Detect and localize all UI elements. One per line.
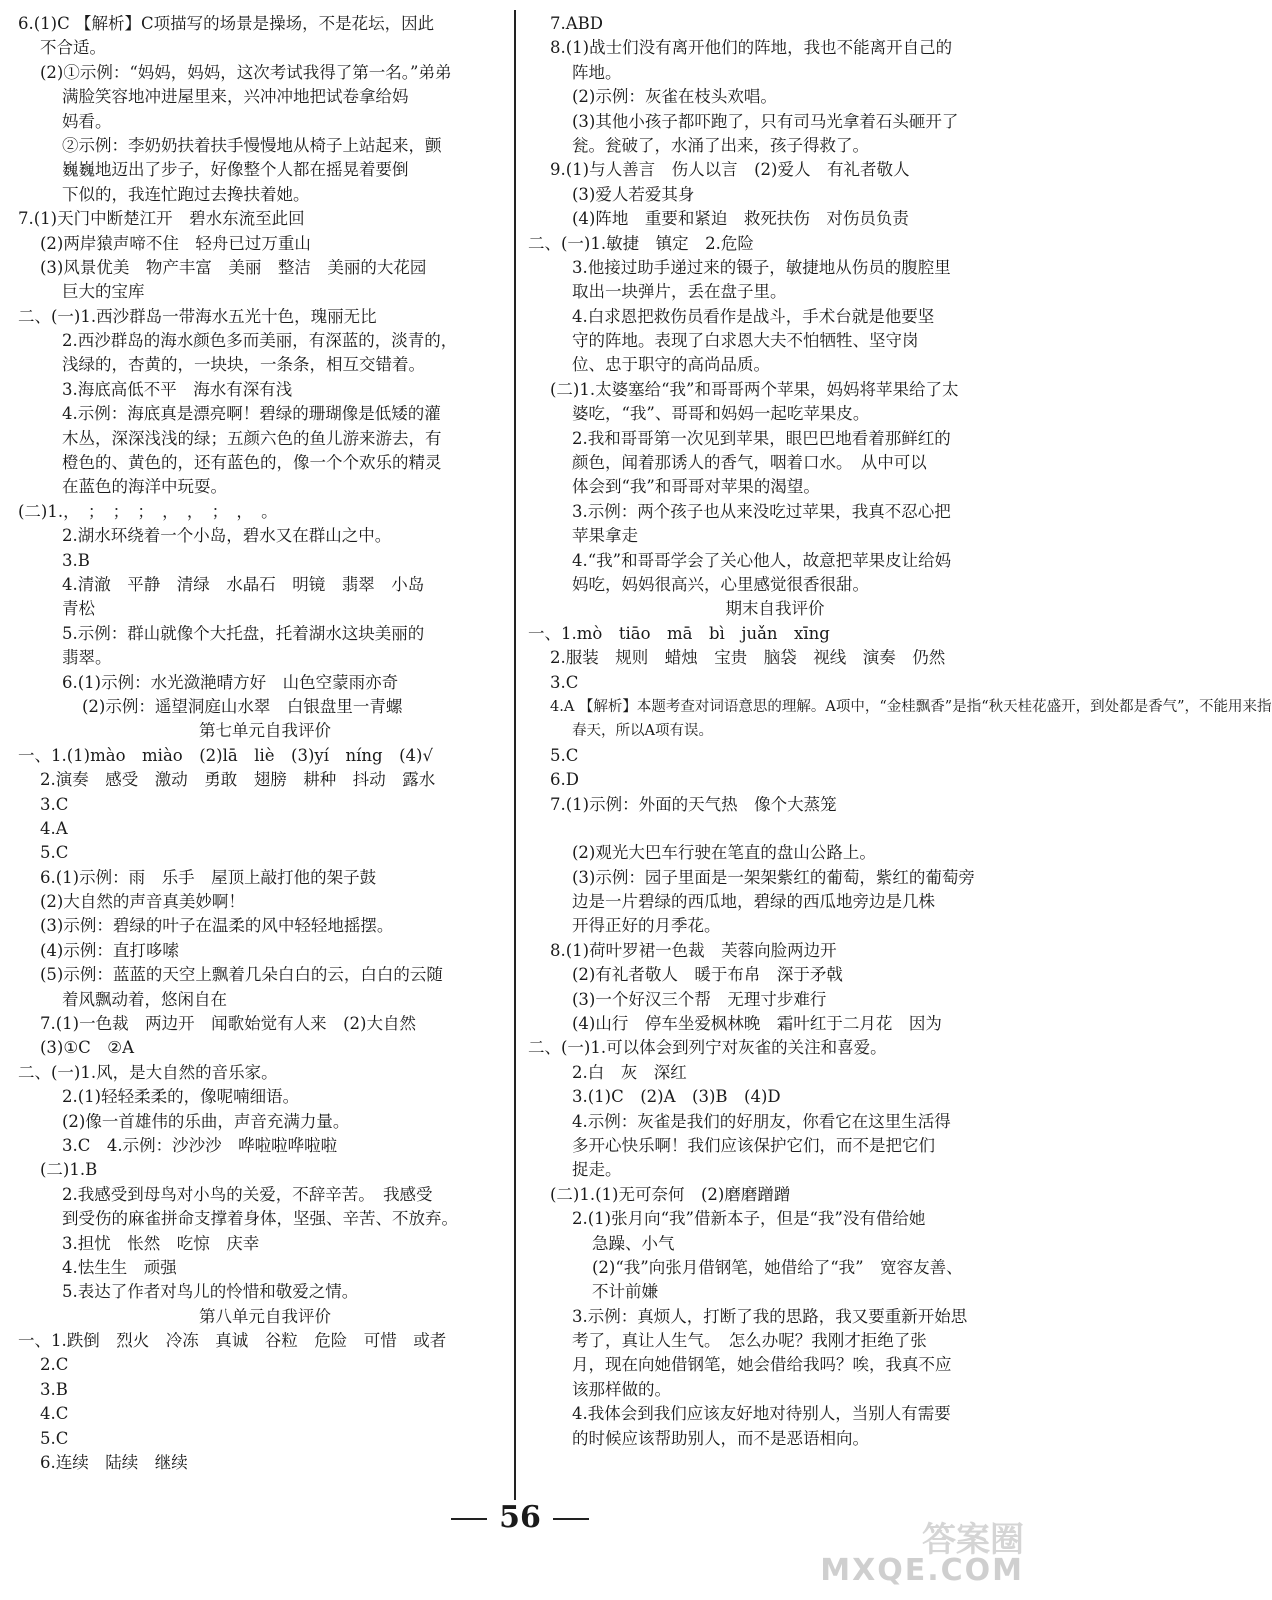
answer-line: 不计前嫌 bbox=[592, 1282, 658, 1302]
answer-line: 守的阵地。表现了白求恩大夫不怕牺牲、坚守岗 bbox=[572, 331, 919, 351]
answer-line: (2)有礼者敬人 暖于布帛 深于矛戟 bbox=[572, 965, 843, 985]
answer-line: 浅绿的，杏黄的，一块块，一条条，相互交错着。 bbox=[62, 355, 425, 375]
answer-line: 4.示例：海底真是漂亮啊！碧绿的珊瑚像是低矮的灌 bbox=[62, 404, 441, 424]
answer-line: (5)示例：蓝蓝的天空上飘着几朵白白的云，白白的云随 bbox=[40, 965, 443, 985]
answer-line: 6.(1)示例：雨 乐手 屋顶上敲打他的架子鼓 bbox=[40, 867, 377, 887]
right-column bbox=[528, 12, 1272, 1451]
answer-line: 4.“我”和哥哥学会了关心他人，故意把苹果皮让给妈 bbox=[572, 550, 952, 570]
answer-line: 7.(1)示例：外面的天气热 像个大蒸笼 bbox=[550, 794, 837, 814]
answer-line: 2.我和哥哥第一次见到苹果，眼巴巴地看着那鲜红的 bbox=[572, 428, 951, 448]
answer-line: 2.我感受到母鸟对小鸟的关爱，不辞辛苦。 我感受 bbox=[62, 1184, 433, 1204]
answer-line: 在蓝色的海洋中玩耍。 bbox=[62, 477, 227, 497]
answer-line: 一、1.mò tiāo mā bì juǎn xīng bbox=[528, 623, 830, 643]
answer-line: 开得正好的月季花。 bbox=[572, 916, 721, 936]
answer-line: 3.B bbox=[40, 1379, 68, 1399]
answer-line: 青松 bbox=[62, 599, 95, 619]
answer-line: (3)示例：碧绿的叶子在温柔的风中轻轻地摇摆。 bbox=[40, 916, 394, 936]
answer-line: 取出一块弹片，丢在盘子里。 bbox=[572, 282, 787, 302]
answer-line: 5.C bbox=[550, 745, 579, 765]
answer-line: 下似的，我连忙跑过去搀扶着她。 bbox=[62, 184, 310, 204]
page-number-value: 56 bbox=[499, 1500, 541, 1535]
answer-line: 8.(1)战士们没有离开他们的阵地，我也不能离开自己的 bbox=[550, 38, 953, 58]
answer-line: 5.C bbox=[40, 843, 69, 863]
answer-line: 4.C bbox=[40, 1404, 69, 1424]
answer-line: 3.他接过助手递过来的镊子，敏捷地从伤员的腹腔里 bbox=[572, 257, 951, 277]
answer-line: 苹果拿走 bbox=[572, 526, 638, 546]
answer-line: ②示例：李奶奶扶着扶手慢慢地从椅子上站起来，颤 bbox=[62, 135, 442, 155]
answer-line: 6.(1)示例：水光潋滟晴方好 山色空蒙雨亦奇 bbox=[62, 672, 399, 692]
answer-line: 翡翠。 bbox=[62, 648, 112, 668]
answer-line: (二)1.B bbox=[40, 1160, 98, 1180]
answer-line: 4.A bbox=[40, 818, 68, 838]
answer-line: (2)①示例：“妈妈，妈妈，这次考试我得了第一名。”弟弟 bbox=[40, 62, 452, 82]
answer-line: 该那样做的。 bbox=[572, 1379, 671, 1399]
answer-line: 6.(1)C 【解析】C项描写的场景是操场，不是花坛，因此 bbox=[18, 14, 435, 33]
answer-line: (3)其他小孩子都吓跑了，只有司马光拿着石头砸开了 bbox=[572, 111, 959, 131]
answer-line: 的时候应该帮助别人，而不是恶语相向。 bbox=[572, 1428, 869, 1448]
answer-line: 4.白求恩把救伤员看作是战斗，手术台就是他要坚 bbox=[572, 306, 935, 326]
answer-line: 到受伤的麻雀拼命支撑着身体，坚强、辛苦、不放弃。 bbox=[62, 1209, 458, 1229]
answer-line: (2)“我”向张月借钢笔，她借给了“我” 宽容友善、 bbox=[592, 1257, 963, 1277]
answer-line: (2)示例：遥望洞庭山水翠 白银盘里一青螺 bbox=[82, 696, 403, 716]
answer-line: 二、(一)1.西沙群岛一带海水五光十色，瑰丽无比 bbox=[18, 306, 377, 326]
answer-line: 5.表达了作者对鸟儿的怜惜和敬爱之情。 bbox=[62, 1282, 359, 1302]
answer-line: (3)一个好汉三个帮 无理寸步难行 bbox=[572, 989, 827, 1009]
answer-line: 月，现在向她借钢笔，她会借给我吗？唉，我真不应 bbox=[572, 1355, 952, 1375]
answer-line: 9.(1)与人善言 伤人以言 (2)爱人 有礼者敬人 bbox=[550, 160, 910, 180]
answer-line: (2)两岸猿声啼不住 轻舟已过万重山 bbox=[40, 233, 311, 253]
answer-line: 巨大的宝库 bbox=[62, 282, 145, 302]
answer-line: 2.西沙群岛的海水颜色多而美丽，有深蓝的，淡青的， bbox=[62, 331, 458, 351]
answer-line: 颜色，闻着那诱人的香气，咽着口水。 从中可以 bbox=[572, 453, 927, 473]
answer-line: 4.怯生生 顽强 bbox=[62, 1257, 177, 1277]
answer-line: 妈吃，妈妈很高兴，心里感觉很香很甜。 bbox=[572, 574, 869, 594]
answer-line: 多开心快乐啊！我们应该保护它们，而不是把它们 bbox=[572, 1135, 935, 1155]
answer-line: 木丛，深深浅浅的绿；五颜六色的鱼儿游来游去，有 bbox=[62, 428, 442, 448]
answer-line: 2.C bbox=[40, 1355, 69, 1375]
answer-line: 4.A 【解析】本题考查对词语意思的理解。A项中，“金桂飘香”是指“秋天桂花盛开，到处都是香气”，不能用来指 bbox=[550, 698, 1272, 715]
answer-line: 3.海底高低不平 海水有深有浅 bbox=[62, 379, 293, 399]
watermark-logo bbox=[820, 1512, 1030, 1592]
answer-line: 3.示例：两个孩子也从来没吃过苹果，我真不忍心把 bbox=[572, 501, 951, 521]
answer-line: (二)1.太婆塞给“我”和哥哥两个苹果，妈妈将苹果给了太 bbox=[550, 379, 959, 399]
answer-line: (3)①C ②A bbox=[40, 1038, 134, 1058]
answer-line: (二)1.(1)无可奈何 (2)磨磨蹭蹭 bbox=[550, 1184, 791, 1204]
section-title: 期末自我评价 bbox=[725, 599, 825, 619]
answer-line: 急躁、小气 bbox=[592, 1233, 675, 1253]
answer-line: (4)示例：直打哆嗦 bbox=[40, 940, 179, 960]
answer-line: (2)示例：灰雀在枝头欢唱。 bbox=[572, 87, 777, 107]
watermark-logo-text: 答案圈 bbox=[922, 1520, 1024, 1560]
answer-line: 4.我体会到我们应该友好地对待别人，当别人有需要 bbox=[572, 1404, 951, 1424]
answer-line: 考了，真让人生气。 怎么办呢？我刚才拒绝了张 bbox=[572, 1331, 927, 1351]
answer-line: 着风飘动着，悠闲自在 bbox=[62, 989, 227, 1009]
answer-line: 巍巍地迈出了步子，好像整个人都在摇晃着要倒 bbox=[62, 160, 409, 180]
answer-line: (3)风景优美 物产丰富 美丽 整洁 美丽的大花园 bbox=[40, 257, 427, 277]
answer-line: 不合适。 bbox=[40, 38, 106, 58]
left-column bbox=[18, 12, 512, 1475]
answer-line: 春天，所以A项有误。 bbox=[572, 723, 713, 740]
answer-line: 边是一片碧绿的西瓜地，碧绿的西瓜地旁边是几株 bbox=[572, 892, 935, 912]
answer-line: 3.示例：真烦人，打断了我的思路，我又要重新开始思 bbox=[572, 1306, 968, 1326]
answer-line: (3)爱人若爱其身 bbox=[572, 184, 695, 204]
answer-line: 阵地。 bbox=[572, 62, 622, 82]
answer-line: 满脸笑容地冲进屋里来，兴冲冲地把试卷拿给妈 bbox=[62, 87, 409, 107]
answer-line: 3.B bbox=[62, 550, 90, 570]
answer-line bbox=[528, 817, 1022, 841]
answer-line: 2.(1)张月向“我”借新本子，但是“我”没有借给她 bbox=[572, 1209, 926, 1229]
answer-line: 3.C bbox=[40, 794, 69, 814]
answer-line: 二、(一)1.风，是大自然的音乐家。 bbox=[18, 1062, 278, 1082]
answer-line: (二)1.， ； ； ； ， ， ； ， 。 bbox=[18, 501, 278, 521]
answer-line: (2)大自然的声音真美妙啊！ bbox=[40, 892, 245, 912]
answer-line: (4)阵地 重要和紧迫 救死扶伤 对伤员负责 bbox=[572, 209, 909, 229]
answer-line: (2)观光大巴车行驶在笔直的盘山公路上。 bbox=[572, 843, 876, 863]
section-title: 第八单元自我评价 bbox=[199, 1306, 331, 1326]
column-divider bbox=[514, 10, 516, 1500]
answer-line: 婆吃，“我”、哥哥和妈妈一起吃苹果皮。 bbox=[572, 404, 870, 424]
answer-line: 8.(1)荷叶罗裙一色裁 芙蓉向脸两边开 bbox=[550, 940, 837, 960]
answer-line: 2.服装 规则 蜡烛 宝贵 脑袋 视线 演奏 仍然 bbox=[550, 648, 946, 668]
answer-line: 瓮。瓮破了，水涌了出来，孩子得救了。 bbox=[572, 135, 869, 155]
answer-line: 妈看。 bbox=[62, 111, 112, 131]
answer-line: 3.担忧 怅然 吃惊 庆幸 bbox=[62, 1233, 260, 1253]
answer-line: 3.(1)C (2)A (3)B (4)D bbox=[572, 1087, 781, 1107]
answer-line: 捉走。 bbox=[572, 1160, 622, 1180]
answer-line: 3.C bbox=[550, 672, 579, 692]
answer-line: 二、(一)1.可以体会到列宁对灰雀的关注和喜爱。 bbox=[528, 1038, 887, 1058]
answer-line: 2.(1)轻轻柔柔的，像呢喃细语。 bbox=[62, 1087, 300, 1107]
answer-line: 2.湖水环绕着一个小岛，碧水又在群山之中。 bbox=[62, 526, 392, 546]
answer-line: 3.C 4.示例：沙沙沙 哗啦啦哗啦啦 bbox=[62, 1135, 338, 1155]
answer-line: 7.(1)一色裁 两边开 闻歌始觉有人来 (2)大自然 bbox=[40, 1014, 416, 1034]
answer-line: 二、(一)1.敏捷 镇定 2.危险 bbox=[528, 233, 754, 253]
answer-line: 5.C bbox=[40, 1428, 69, 1448]
watermark-site-text: MXQE.COM bbox=[820, 1553, 1024, 1588]
answer-line: 一、1.(1)mào miào (2)lā liè (3)yí níng (4)√ bbox=[18, 745, 433, 765]
answer-line: 体会到“我”和哥哥对苹果的渴望。 bbox=[572, 477, 820, 497]
answer-line: 橙色的、黄色的，还有蓝色的，像一个个欢乐的精灵 bbox=[62, 453, 442, 473]
answer-line: 一、1.跌倒 烈火 冷冻 真诚 谷粒 危险 可惜 或者 bbox=[18, 1331, 447, 1351]
section-title: 第七单元自我评价 bbox=[199, 721, 331, 741]
answer-line: 7.(1)天门中断楚江开 碧水东流至此回 bbox=[18, 209, 305, 229]
answer-line: (3)示例：园子里面是一架架紫红的葡萄，紫红的葡萄旁 bbox=[572, 867, 975, 887]
answer-line: 6.连续 陆续 继续 bbox=[40, 1453, 188, 1473]
answer-line: 5.示例：群山就像个大托盘，托着湖水这块美丽的 bbox=[62, 623, 425, 643]
answer-line: 2.白 灰 深红 bbox=[572, 1062, 687, 1082]
answer-line: 位、忠于职守的高尚品质。 bbox=[572, 355, 770, 375]
answer-line: 7.ABD bbox=[550, 14, 604, 33]
answer-line: 2.演奏 感受 激动 勇敢 翅膀 耕种 抖动 露水 bbox=[40, 770, 436, 790]
answer-line: (4)山行 停车坐爱枫林晚 霜叶红于二月花 因为 bbox=[572, 1014, 942, 1034]
answer-line: 4.清澈 平静 清绿 水晶石 明镜 翡翠 小岛 bbox=[62, 574, 425, 594]
answer-line: 4.示例：灰雀是我们的好朋友，你看它在这里生活得 bbox=[572, 1111, 951, 1131]
answer-line: 6.D bbox=[550, 770, 579, 790]
answer-line: (2)像一首雄伟的乐曲，声音充满力量。 bbox=[62, 1111, 350, 1131]
